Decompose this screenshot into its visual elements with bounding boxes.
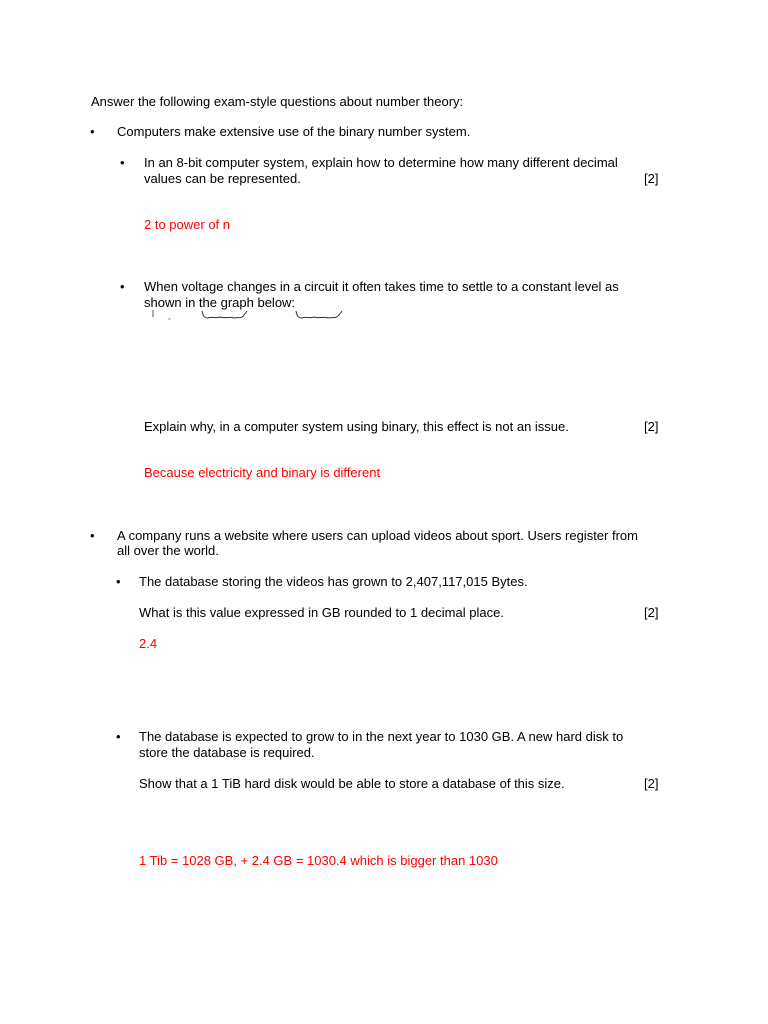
section2-q2-bullet: • bbox=[116, 729, 121, 744]
section1-q1-marks: [2] bbox=[644, 171, 659, 186]
section2-line1: A company runs a website where users can upload videos about sport. Users register from bbox=[117, 528, 638, 543]
section2-q2-prompt: Show that a 1 TiB hard disk would be able to store a database of this size. bbox=[139, 776, 565, 791]
section2-q1-prompt: What is this value expressed in GB rounded to 1 decimal place. bbox=[139, 605, 504, 620]
intro-text: Answer the following exam-style questions about number theory: bbox=[91, 94, 464, 109]
section2-q1-text: The database storing the videos has grown to 2,407,117,015 Bytes. bbox=[139, 574, 528, 589]
section1-q1-answer: 2 to power of n bbox=[144, 217, 230, 232]
section1-q2-bullet: • bbox=[120, 279, 125, 294]
section2-q1-bullet: • bbox=[116, 574, 121, 589]
section2-bullet: • bbox=[90, 528, 95, 543]
section1-q2-prompt: Explain why, in a computer system using binary, this effect is not an issue. bbox=[144, 419, 569, 434]
section1-q1-line2: values can be represented. bbox=[144, 171, 301, 186]
section1-bullet: • bbox=[90, 124, 95, 139]
section2-q2-line2: store the database is required. bbox=[139, 745, 315, 760]
section2-q2-line1: The database is expected to grow to in the next year to 1030 GB. A new hard disk to bbox=[139, 729, 624, 744]
section1-q2-answer: Because electricity and binary is different bbox=[144, 465, 381, 480]
section2-q1-marks: [2] bbox=[644, 605, 659, 620]
section2-q1-answer: 2.4 bbox=[139, 636, 158, 651]
section2-q2-answer: 1 Tib = 1028 GB, + 2.4 GB = 1030.4 which is bigger than 1030 bbox=[139, 853, 498, 868]
section1-q1-bullet: • bbox=[120, 155, 125, 170]
graph-wave-2 bbox=[296, 311, 342, 318]
section1-q2-marks: [2] bbox=[644, 419, 659, 434]
voltage-graph-fragment bbox=[146, 306, 356, 326]
section1-q2-line2: shown in the graph below: bbox=[144, 295, 296, 310]
graph-wave-1 bbox=[202, 311, 247, 318]
section1-q2-line1: When voltage changes in a circuit it often takes time to settle to a constant level as bbox=[144, 279, 619, 294]
section1-text: Computers make extensive use of the binary number system. bbox=[117, 124, 471, 139]
section2-q2-marks: [2] bbox=[644, 776, 659, 791]
section2-line2: all over the world. bbox=[117, 543, 219, 558]
section1-q1-line1: In an 8-bit computer system, explain how to determine how many different decimal bbox=[144, 155, 618, 170]
